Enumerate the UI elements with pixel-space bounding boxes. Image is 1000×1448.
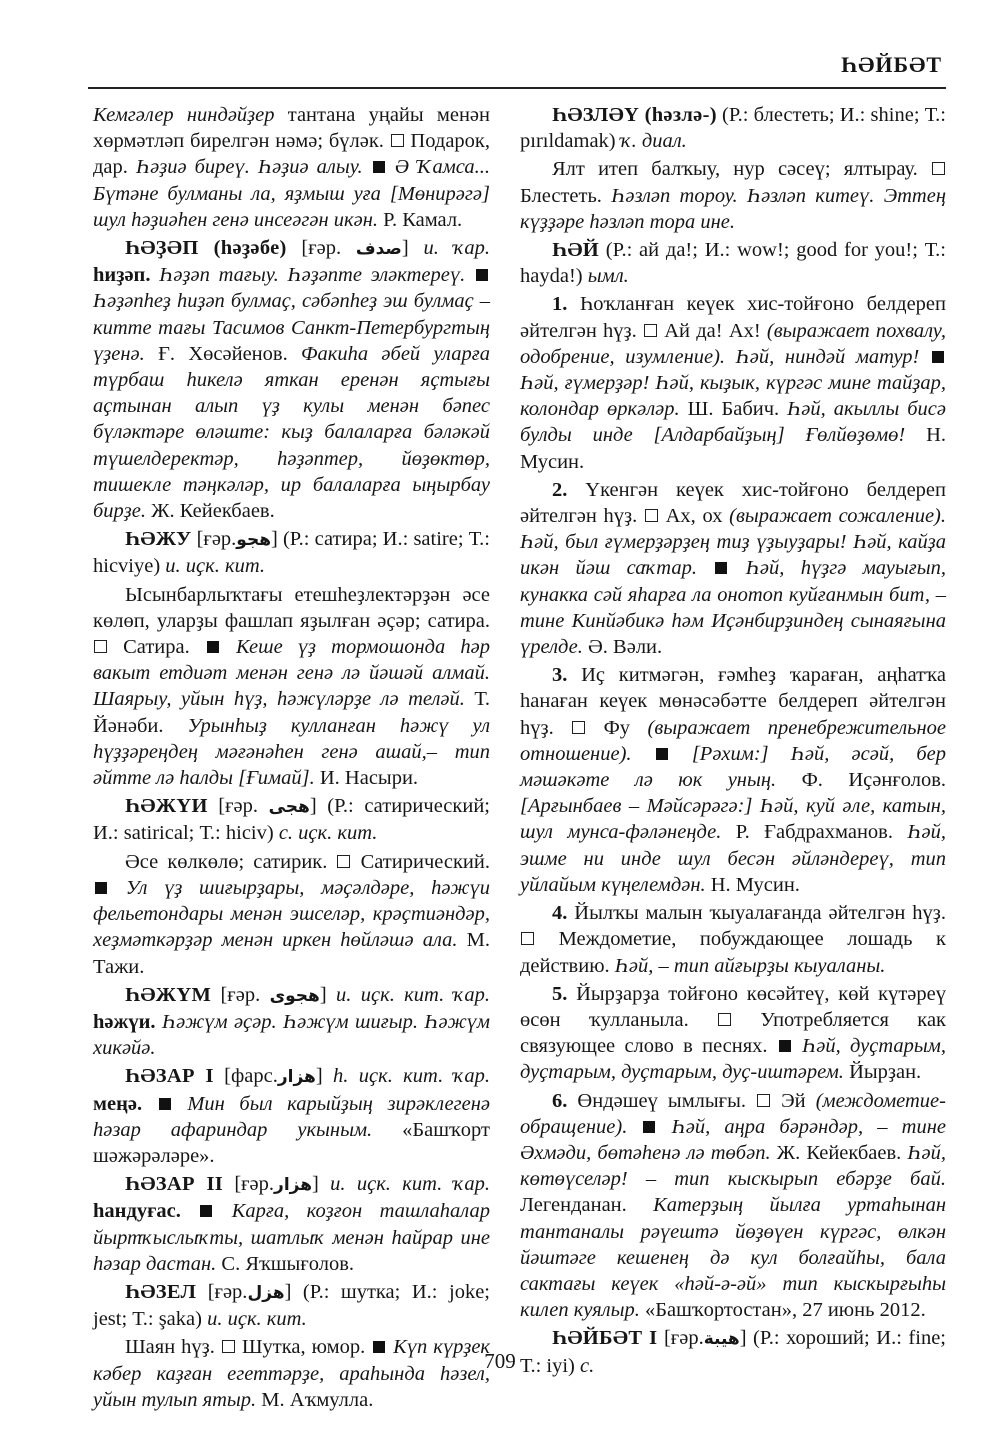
text: Һәй, – тип айғырҙы кыуаланы. [614, 954, 886, 977]
arabic-etymon: هيبة [703, 1329, 740, 1350]
text: Шаян һүҙ. [125, 1336, 221, 1359]
headword: ҺӘЖҮМ [125, 983, 212, 1006]
text: Шутка, юмор. [235, 1336, 372, 1359]
text: Һәй, дуҫтарым, дуҫтарым, дуҫтарым, дуҫ-иштәрем. [520, 1035, 946, 1084]
text: [ғәр. [196, 1280, 248, 1303]
arabic-etymon: هجوى [269, 985, 320, 1006]
text: Ә Ҡамса... Бүтәне булманы ла, яҙмыш уға [Мөнирәгә] шул һәҙиәһен генә инсеәгән икән. [93, 156, 491, 231]
open-square-icon [757, 1094, 770, 1107]
text: М. Тажи. [93, 929, 490, 978]
right-column [520, 102, 946, 1381]
black-square-icon [932, 351, 944, 363]
black-square-icon [656, 748, 668, 760]
text: Ул үҙ шиғырҙары, мәҫәлдәре, һәжүи фельетондары менән эшселәр, крәҫтиәндәр, хеҙмәткәрҙәр менән иркен һөйләшә ала. [93, 876, 490, 952]
text: Мин был карыйҙың зирәклегенә һәзар афариндар укыным. [93, 1092, 491, 1141]
text: [ғәр. [191, 528, 237, 551]
text: Һәҙәп тағыу. Һәҙәпте эләктереү. [150, 264, 474, 287]
text: Һәй, ғүмерҙәр! Һәй, кыҙык, күргәс мине тайҙар, колондар өркәләр. [520, 372, 946, 421]
text: И. Насыри. [314, 767, 419, 790]
text: Ж. Кейекбаев. [146, 500, 275, 523]
text: Кемгәлер ниндәйҙер [93, 104, 275, 126]
text: Н. Мусин. [705, 873, 800, 896]
sense-number: 2. [552, 478, 568, 501]
text: меңә. [93, 1092, 143, 1115]
open-square-icon [337, 855, 350, 868]
dictionary-entry [93, 526, 490, 579]
sense-number: 3. [552, 664, 568, 687]
text: [ғәр. [211, 983, 270, 1006]
black-square-icon [779, 1040, 791, 1052]
open-square-icon [94, 640, 107, 653]
text: и. иҫк. кит. ҡар. [336, 983, 490, 1006]
text: и. иҫк. кит. [165, 555, 266, 578]
text: ] [315, 1065, 334, 1088]
text: Һәзләп тороу. Һәзләп китеү. Эттең күҙҙәре һәзләп тора ине. [520, 184, 946, 233]
text: Һәҙәпһеҙ һиҙәп булмаҫ, сәбәпһеҙ эш булмаҫ – китте тағы Тасимов Санкт-Петербургтың үҙенә. [93, 290, 490, 365]
text: Блестеть. [520, 184, 612, 207]
black-square-icon [643, 1121, 655, 1133]
sense-number: 1. [552, 293, 568, 316]
text: М. Аҡмулла. [256, 1388, 374, 1411]
dictionary-entry [93, 1279, 490, 1332]
open-square-icon [932, 162, 945, 175]
text: Катерҙың йылға уртаһынан тантаналы рәүештә йөҙөүен күргәс, өлкән йәштәге кешенең дә кул болғайһы, бала сактағы кеүек «һәй-ә-әй» тип кыскырғыһы килеп куялыр. [520, 1194, 947, 1322]
dictionary-entry [93, 1171, 490, 1277]
text: и. иҫк. кит. ҡар. [330, 1173, 490, 1196]
text: и. ҡар. [423, 237, 491, 260]
headword: ҺӘҘӘП (һәҙәбе) [125, 237, 287, 260]
open-square-icon [521, 932, 534, 945]
black-square-icon [207, 641, 219, 653]
arabic-etymon: هزل [247, 1282, 285, 1303]
arabic-etymon: هجو [236, 530, 271, 551]
text: һәжүи. [93, 1010, 156, 1033]
dictionary-entry [93, 793, 490, 846]
arabic-etymon: صدف [355, 239, 402, 260]
text: С. Яҡшығолов. [216, 1252, 355, 1275]
dictionary-entry [520, 102, 946, 154]
text: Эй [771, 1089, 816, 1112]
headword: ҺӘЗЕЛ [125, 1280, 197, 1303]
text: ] [319, 983, 337, 1006]
text: Иҫ китмәгән, ғәмһеҙ ҡараған, аңһатҡа һанаған кеүек мөнәсәбәтте белдереп әйтелгән һүҙ. [520, 664, 946, 739]
arabic-etymon: هزار [277, 1067, 316, 1088]
text: Йырҙарҙа тойғоно көсәйтеү, көй күтәреү өсөн ҡулланыла. [520, 982, 946, 1031]
sense-5 [520, 981, 946, 1086]
text: Фу [586, 716, 648, 739]
text: Үкенгән кеүек хис-тойғоно белдереп әйтелгән һүҙ. [520, 478, 946, 528]
text: Междометие, побуждающее лошадь к действию. [520, 928, 946, 977]
text: Факиһа әбей уларға түрбаш һикелә яткан еренән яҫтығы аҫтынан алып үҙ кулы менән бәпес бүләктәре өләште: кыҙ балаларға бәләкәй түшелдеректәр, һәҙәптер, йөҙөктөр, тишекле тәңкәләр, ир балаларға ыңырбау бирҙе. [93, 342, 490, 523]
text: Өндәшеү ымлығы. [567, 1089, 757, 1112]
text: ] (Р.: шутка; И.: joke; jest; Т.: şaka) [93, 1280, 490, 1331]
text: Йылҡы малын ҡыуалағанда әйтелгән һүҙ. [567, 902, 946, 925]
text: Сатира. [108, 636, 205, 659]
text: Ш. Бабич. [679, 398, 788, 421]
text: тантана уңайы менән хөрмәтләп бирелгән нәмә; бүләк. [93, 104, 490, 153]
dictionary-entry [93, 1063, 490, 1169]
text: Һәй, көтөүселәр! – тип кыскырып ебәрҙе бай. [520, 1141, 946, 1191]
text: Күп күрҙек кәбер каҙған егеттәрҙе, араһында һәзел, уйын тулып ятыр. [93, 1336, 491, 1411]
text: ] (Р.: сатирический; И.: satirical; Т.: hiciv) [93, 795, 490, 845]
dictionary-entry [93, 982, 490, 1062]
text: Һәй, аңра бәрәндәр, – тине Әхмәди, бөтәһенә лә төбәп. [520, 1115, 946, 1164]
text: [Арғынбаев – Мәйсәрәгә:] Һәй, куй әле, катын, шул мунса-фәләнеңде. [520, 795, 946, 844]
text: Һәжүм әҫәр. Һәжүм шиғыр. Һәжүм хикәйә. [93, 1010, 490, 1060]
text: Урынһыҙ кулланған һәжү ул һүҙҙәреңдең мәғәнәһен генә ашай,– тип әйтте лә һалды [Ғимай]. [93, 714, 491, 790]
text: [ғәр. [223, 1173, 275, 1196]
text: [Рәхим:] Һәй, әсәй, бер мәшәкәте лә юк уның. [520, 742, 946, 792]
text: Ғ. Хөсәйенов. [144, 342, 302, 365]
text: Һәй, эшме ни инде шул бесән әйләндереү, тип уйлайым күңелемдән. [520, 821, 946, 896]
sense-6 [520, 1088, 946, 1324]
arabic-etymon: هجى [268, 797, 310, 818]
text: Ф. Иҫәнғолов. [776, 769, 946, 792]
text: Йырҙан. [843, 1061, 922, 1084]
text: (выражает сожаление). Һәй, был ғүмерҙәрҙең тиҙ үҙыуҙары! Һәй, кайҙа икән йәш саҡтар. [520, 505, 947, 580]
text: Ж. Кейекбаев. [770, 1141, 908, 1164]
sense-number: 6. [552, 1089, 568, 1112]
text: Р. Камал. [378, 208, 463, 231]
text: (Р.: ай да!; И.: wow!; good for you!; Т.: hayda!) [520, 239, 946, 288]
page-number: 709 [484, 1349, 516, 1373]
sense-3 [520, 662, 946, 898]
dictionary-entry [520, 237, 946, 289]
text: [ғәр. [286, 237, 356, 260]
text: Ысынбарлыҡтағы етешһеҙлектәрҙән әсе көлөп, уларҙы фашлап яҙылған әҫәр; сатира. [93, 583, 490, 632]
sense-1 [520, 291, 946, 474]
sense-number: 4. [552, 902, 568, 925]
text: ] [312, 1173, 331, 1196]
text: и. иҫк. кит. [207, 1308, 307, 1331]
text: Кеше үҙ тормошонда һәр вакыт етдиәт менән генә лә йәшәй алмай. Шаярыу, уйын һүҙ, һәжүләрҙе лә теләй. [93, 636, 490, 711]
black-square-icon [715, 562, 727, 574]
text: Ах, ох [658, 505, 730, 528]
text: с. [580, 1354, 595, 1377]
black-square-icon [200, 1205, 212, 1217]
dictionary-entry [93, 235, 490, 524]
text: Сатирический. [351, 850, 491, 873]
headword: ҺӘЙ [552, 239, 600, 262]
sense-number: 5. [552, 982, 568, 1005]
text: Һоҡланған кеүек хис-тойғоно белдереп әйтелгән һүҙ. [520, 293, 946, 342]
text: Һәй, һүҙгә мауығып, кунакка сәй яһарға ла онотоп куйғанмын бит, – тине Кинйәбикә һәм Иҫәнбирҙиндең сынаяғына үрелде. [520, 557, 946, 659]
text: һандуғас. [93, 1200, 181, 1223]
black-square-icon [476, 269, 488, 281]
sense-2 [520, 477, 946, 660]
headword: ҺӘЖҮИ [125, 795, 208, 818]
open-square-icon [645, 509, 658, 522]
text: ҡ. диал. [620, 130, 687, 153]
text: (междометие-обращение). [520, 1089, 946, 1138]
text: с. иҫк. кит. [278, 822, 378, 845]
text: һ. иҫк. кит. ҡар. [333, 1065, 490, 1088]
text: ] (Р.: сатира; И.: satire; Т.: hicviye) [93, 528, 490, 578]
headword: ҺӘЗАР I [125, 1065, 214, 1088]
text: ] [401, 237, 424, 260]
text: Һәҙиә биреү. Һәҙиә алыу. [135, 156, 371, 179]
text: Ялт итеп балҡыу, нур сәсеү; ялтырау. [552, 158, 931, 181]
text: «Башҡортостан», 27 июнь 2012. [639, 1299, 926, 1322]
entry-definition [520, 156, 946, 235]
text: ] (Р.: хороший; И.: fine; Т.: iyi) [520, 1327, 946, 1377]
text: Т. Йәнәби. [93, 688, 490, 737]
text: (Р.: блестеть; И.: shine; Т.: pırıldamak) [520, 104, 946, 153]
text: Һәй, акыллы бисә булды инде [Алдарбайҙың] Ғөлйөҙөмө! [520, 398, 946, 447]
open-square-icon [644, 324, 657, 337]
black-square-icon [373, 161, 385, 173]
text: Подарок, дар. [93, 130, 491, 179]
black-square-icon [95, 882, 107, 894]
headword: ҺӘЖУ [125, 528, 192, 551]
text: (выражает пренебрежительное отношение). [520, 716, 946, 765]
text: [ғәр. [207, 795, 269, 818]
headword: ҺӘЙБӘТ I [552, 1327, 658, 1350]
entry-definition [93, 582, 490, 792]
header-rule [88, 87, 946, 89]
text: Әсе көлкөлө; сатирик. [125, 850, 337, 873]
headword: ҺӘЗАР II [125, 1173, 224, 1196]
text: Карға, коҙғон ташлаһалар йыртҡыслыҡты, шатлыҡ менән һайрар ине һәзар дастан. [93, 1200, 490, 1275]
sense-4 [520, 900, 946, 979]
text: Употребляется как связующее слово в песнях. [520, 1008, 946, 1058]
text: Ә. Вәли. [582, 636, 663, 659]
text: Н. Мусин. [520, 424, 947, 473]
text: һиҙәп. [93, 264, 151, 287]
arabic-etymon: هزار [274, 1175, 313, 1196]
text: [фарс. [213, 1065, 278, 1088]
text: [ғәр. [657, 1327, 704, 1350]
text: Ай да! Ах! [658, 319, 767, 342]
entry-continuation [93, 102, 490, 233]
open-square-icon [391, 134, 404, 147]
left-column [93, 102, 490, 1415]
text: Р. Ғабдрахманов. [721, 821, 908, 844]
running-head: ҺӘЙБӘТ [841, 52, 942, 77]
text: Легенданан. [520, 1194, 654, 1217]
headword: ҺӘЗЛӘҮ (һәзлә-) [552, 104, 717, 126]
text: ымл. [587, 265, 629, 288]
open-square-icon [718, 1013, 731, 1026]
black-square-icon [159, 1098, 171, 1110]
entry-definition [93, 849, 490, 980]
open-square-icon [572, 721, 585, 734]
text: (выражает похвалу, одобрение, изумление). Һәй, ниндәй матур! [520, 319, 947, 368]
text: «Башҡорт шәжәрәләре». [93, 1118, 490, 1167]
